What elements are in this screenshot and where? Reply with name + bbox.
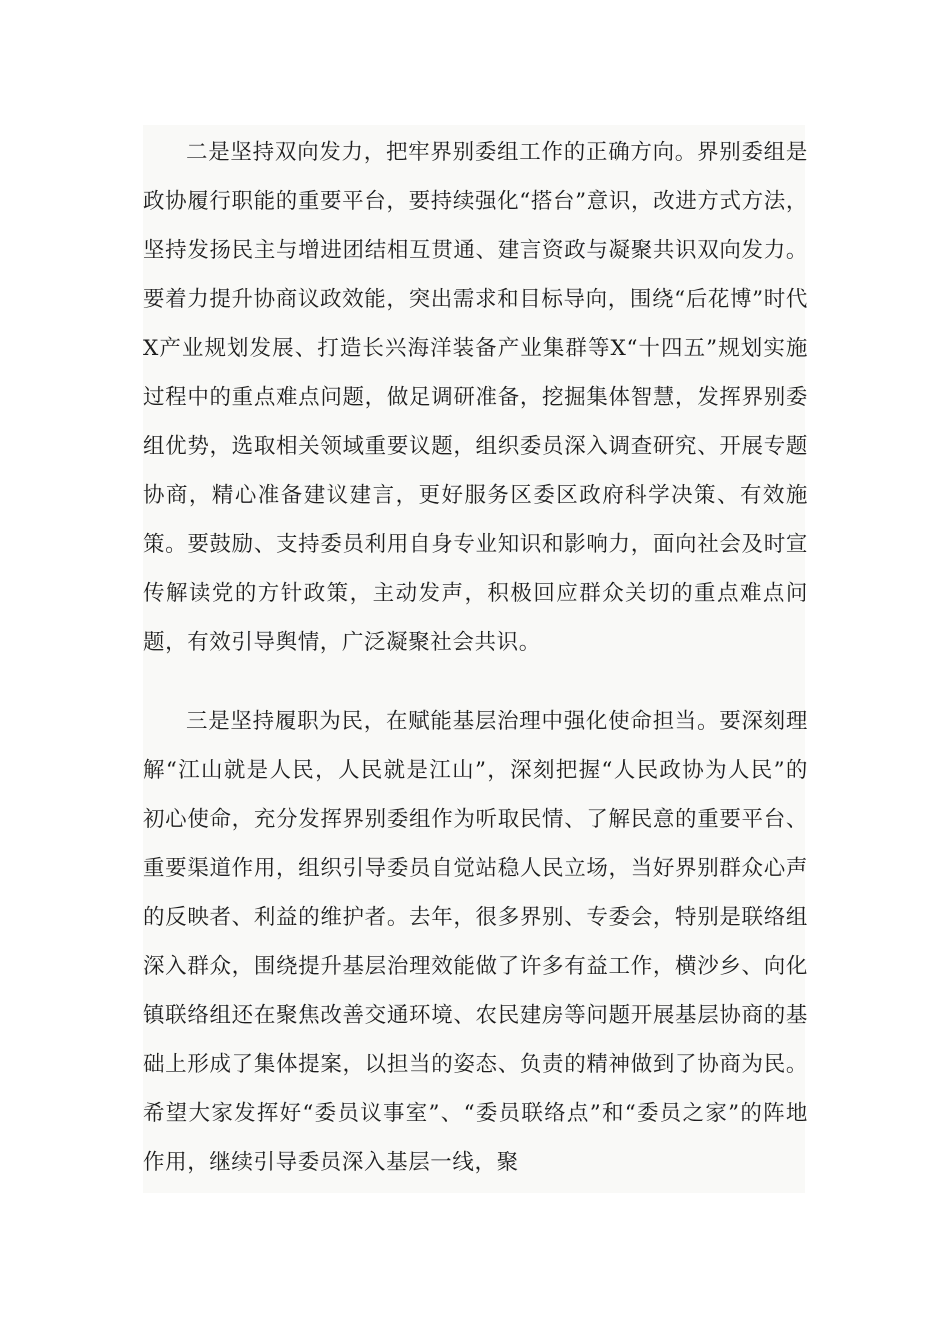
paragraph-serve-people: 三是坚持履职为民，在赋能基层治理中强化使命担当。要深刻理解“江山就是人民，人民就是江山”，深刻把握“人民政协为人民”的初心使命，充分发挥界别委组作为听取民情、了解民意的重要平台、重要渠道作用，组织引导委员自觉站稳人民立场，当好界别群众心声的反映者、利益的维护者。去年，很多界别、专委会，特别是联络组深入群众，围绕提升基层治理效能做了许多有益工作，横沙乡、向化镇联络组还在聚焦改善交通环境、农民建房等问题开展基层协商的基础上形成了集体提案，以担当的姿态、负责的精神做到了协商为民。希望大家发挥好“委员议事室”、“委员联络点”和“委员之家”的阵地作用，继续引导委员深入基层一线，聚 [143,709,808,1175]
document-body [143,125,808,1193]
paragraph-two-directions: 二是坚持双向发力，把牢界别委组工作的正确方向。界别委组是政协履行职能的重要平台，要持续强化“搭台”意识，改进方式方法，坚持发扬民主与增进团结相互贯通、建言资政与凝聚共识双向发力。要着力提升协商议政效能，突出需求和目标导向，围绕“后花博”时代X产业规划发展、打造长兴海洋装备产业集群等X“十四五”规划实施过程中的重点难点问题，做足调研准备，挖掘集体智慧，发挥界别委组优势，选取相关领域重要议题，组织委员深入调查研究、开展专题协商，精心准备建议建言，更好服务区委区政府科学决策、有效施策。要鼓励、支持委员利用自身专业知识和影响力，面向社会及时宣传解读党的方针政策，主动发声，积极回应群众关切的重点难点问题，有效引导舆情，广泛凝聚社会共识。 [143,140,808,655]
